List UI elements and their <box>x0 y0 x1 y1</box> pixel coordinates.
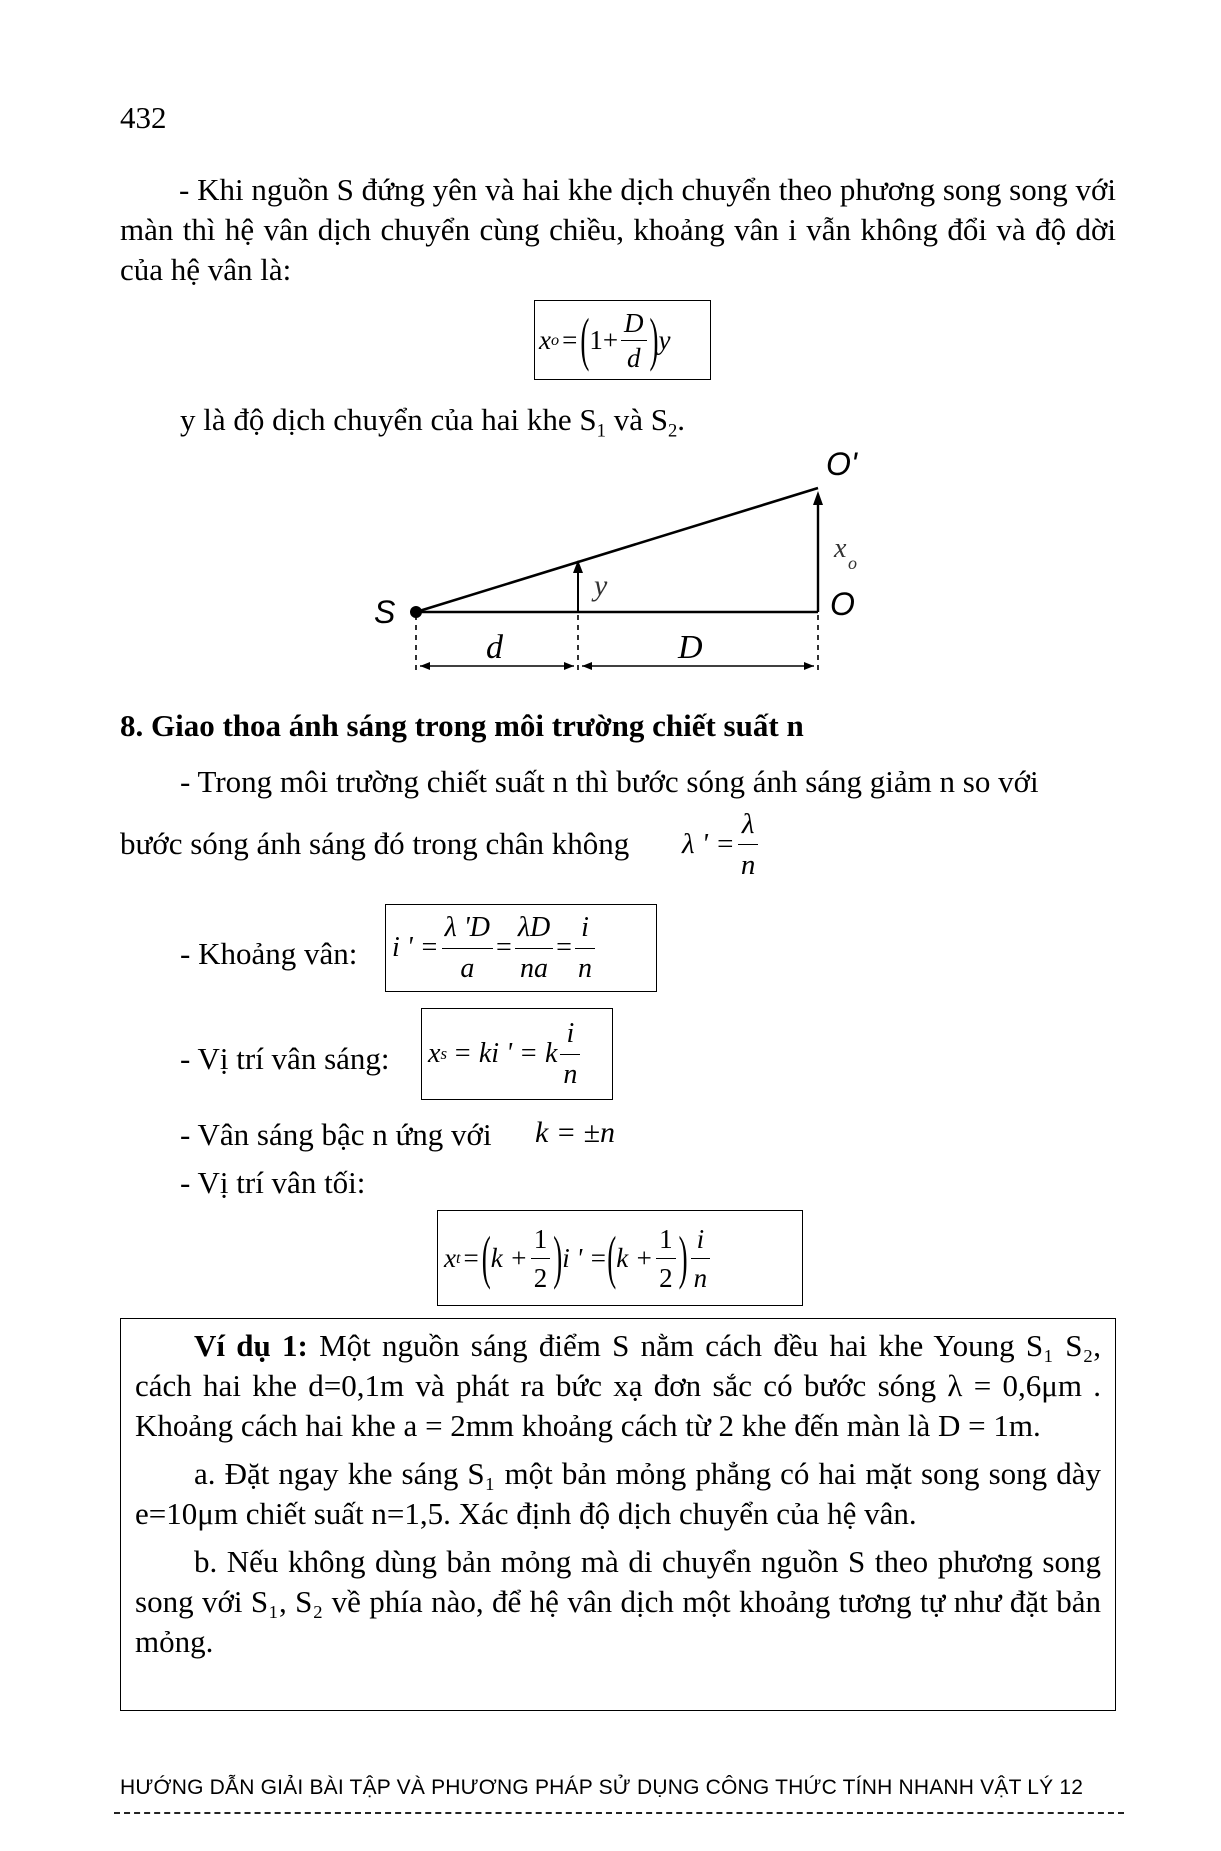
lambda-formula <box>682 804 761 885</box>
footer-dashed-rule <box>114 1812 1124 1814</box>
van-toi-den3: n <box>691 1258 711 1297</box>
van-sang-mid: = ki ' = k <box>452 1038 558 1069</box>
khoang-van-f3-num: i <box>581 911 589 943</box>
van-toi-label: - Vị trí vân tối: <box>180 1165 366 1200</box>
y-line-middle: và S <box>605 402 668 437</box>
example-p2: a. Đặt ngay khe sáng S₁ một bản mỏng phẳng có hai mặt song song dày e=10μm chiết suất n=1,5. Xác định độ dịch chuyển của hệ vân. <box>135 1456 1101 1531</box>
example-title: Ví dụ 1: <box>194 1328 308 1363</box>
diagram-label-O: O <box>830 586 855 622</box>
formula1-num: D <box>624 307 644 338</box>
example-p3: b. Nếu không dùng bản mỏng mà di chuyển nguồn S theo phương song song với S₁, S₂ về phía nào, để hệ vân dịch một khoảng tương tự như đặt bản mỏng. <box>135 1544 1101 1659</box>
khoang-van-frac2 <box>515 908 553 989</box>
section-line-1: - Trong môi trường chiết suất n thì bước sóng ánh sáng giảm n so với <box>180 764 1039 799</box>
diagram-label-x0: x <box>834 533 847 564</box>
van-sang-formula-box <box>421 1008 613 1100</box>
khoang-van-formula-box <box>385 904 657 992</box>
van-toi-formula-box: x t = ( k + $\frac{1}{2}$ ) i ' = ( k + $\frac{1}{2}$ ) $\frac{i}{n}$ <box>437 1210 803 1306</box>
van-toi-num2: 1 <box>659 1223 673 1254</box>
van-toi-k-plus-1: k + <box>490 1242 528 1273</box>
y-line-s1-sub: 1 <box>596 420 606 442</box>
van-toi-x: x <box>444 1242 456 1273</box>
van-toi-den1: 2 <box>531 1258 551 1297</box>
diagram-label-x0-sub: o <box>848 553 857 573</box>
van-toi-eq: = <box>463 1242 479 1273</box>
van-sang-den: n <box>560 1054 580 1095</box>
diagram-label-D: D <box>678 629 703 666</box>
diagram-x0-arrowhead <box>813 491 823 505</box>
example-p1 <box>135 1326 1101 1446</box>
van-sang-bac-n-math: k = ±n <box>535 1116 616 1149</box>
example-p1-text: Một nguồn sáng điểm S nằm cách đều hai khe Young S₁ S₂, cách hai khe d=0,1m và phát ra bức xạ đơn sắc có bước sóng λ = 0,6μm . Khoảng cách hai khe a = 2mm khoảng cách từ 2 khe đến màn là D = 1m. <box>135 1328 1102 1443</box>
van-toi-den2: 2 <box>656 1258 676 1297</box>
formula-displacement-box: x o = ( 1+ $\frac{D}{d}$ ) y <box>534 300 711 380</box>
khoang-van-eq2: = <box>556 932 572 963</box>
y-line-after: . <box>677 402 685 437</box>
khoang-van-f3-den: n <box>575 948 595 989</box>
khoang-van-frac3 <box>575 908 595 989</box>
khoang-van-eq1: = <box>496 932 512 963</box>
khoang-van-f2-num: λD <box>517 911 551 943</box>
diagram-label-S: S <box>374 594 396 630</box>
lambda-lhs: λ ' = <box>682 828 735 860</box>
formula1-one-plus: 1+ <box>589 324 619 355</box>
y-description <box>180 400 685 452</box>
van-toi-num1: 1 <box>533 1223 548 1254</box>
intro-text: - Khi nguồn S đứng yên và hai khe dịch chuyển theo phương song song với màn thì hệ vân dịch chuyển cùng chiều, khoảng vân i vẫn không đổi và độ dời của hệ vân là: <box>120 172 1116 287</box>
section-line-2: bước sóng ánh sáng đó trong chân không <box>120 826 630 861</box>
page-footer: HƯỚNG DẪN GIẢI BÀI TẬP VÀ PHƯƠNG PHÁP SỬ DỤNG CÔNG THỨC TÍNH NHANH VẬT LÝ 12 <box>120 1776 1084 1799</box>
lambda-den: n <box>738 844 759 885</box>
formula1-lhs: x <box>539 324 551 355</box>
diagram-label-O-prime: O' <box>826 446 857 482</box>
diagram-label-y: y <box>594 569 608 602</box>
van-sang-frac <box>560 1014 580 1095</box>
van-toi-num3: i <box>696 1223 705 1254</box>
van-toi-mid: i ' = <box>562 1242 608 1273</box>
lambda-num: λ <box>741 808 755 840</box>
van-sang-label: - Vị trí vân sáng: <box>180 1041 390 1076</box>
van-toi-k-plus-2: k + <box>616 1242 654 1273</box>
y-line-before: y là độ dịch chuyển của hai khe S <box>180 402 597 437</box>
page-number: 432 <box>120 100 167 135</box>
formula1-den: d <box>621 340 647 375</box>
van-sang-x: x <box>428 1038 441 1069</box>
van-toi-frac2 <box>656 1220 676 1297</box>
example-box <box>120 1318 1116 1711</box>
lambda-fraction <box>738 804 759 885</box>
van-toi-x-sub: t <box>455 1248 461 1267</box>
van-sang-bac-n-label: - Vân sáng bậc n ứng với <box>180 1117 492 1152</box>
diagram-slant-line <box>416 488 818 612</box>
diagram-label-d: d <box>486 629 503 666</box>
van-toi-frac3 <box>691 1220 711 1297</box>
khoang-van-f1-den: a <box>442 948 493 989</box>
khoang-van-label: - Khoảng vân: <box>180 936 358 971</box>
khoang-van-f2-den: na <box>515 948 553 989</box>
khoang-van-f1-num: λ 'D <box>444 911 491 943</box>
section-heading: 8. Giao thoa ánh sáng trong môi trường chiết suất n <box>120 708 804 743</box>
source-shift-diagram <box>360 445 880 695</box>
formula1-fraction <box>621 306 647 375</box>
y-line-s2-sub: 2 <box>667 420 678 442</box>
formula1-tail: y <box>658 324 671 355</box>
intro-paragraph <box>120 170 1116 290</box>
khoang-van-frac1 <box>442 908 493 989</box>
formula1-lhs-sub: o <box>550 330 560 349</box>
van-sang-num: i <box>566 1017 575 1049</box>
van-sang-x-sub: s <box>440 1044 447 1063</box>
khoang-van-lhs: i ' = <box>392 932 439 963</box>
van-toi-frac1 <box>531 1220 551 1297</box>
